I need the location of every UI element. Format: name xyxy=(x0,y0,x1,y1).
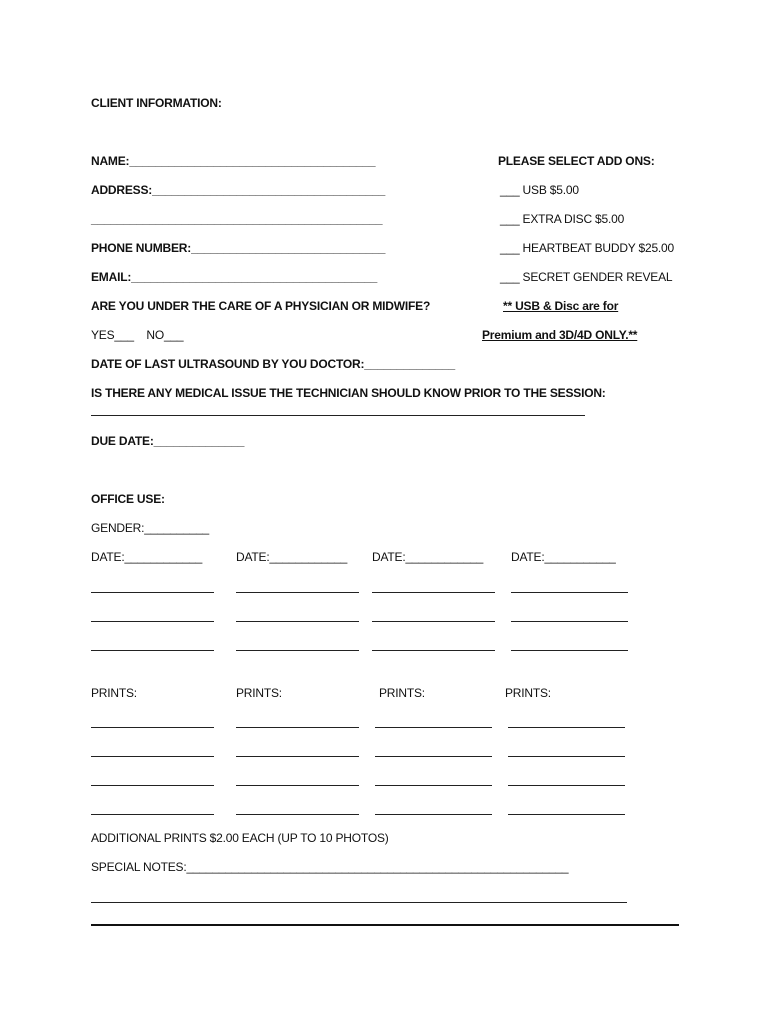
prints-column-2-line[interactable] xyxy=(236,785,359,786)
date-column-4-line[interactable] xyxy=(511,621,628,622)
address-field[interactable]: ADDRESS:____________________________________ xyxy=(91,183,386,197)
date-column-3-line[interactable] xyxy=(372,650,495,651)
date-column-3-line[interactable] xyxy=(372,621,495,622)
prints-label-3: PRINTS: xyxy=(379,686,425,700)
address-line-2[interactable]: _____________________________________________ xyxy=(91,212,383,226)
date-column-1-line[interactable] xyxy=(91,592,214,593)
medical-issue-answer-line[interactable] xyxy=(91,415,585,416)
date-field-1[interactable]: DATE:____________ xyxy=(91,550,203,564)
office-use-heading: OFFICE USE: xyxy=(91,492,165,506)
prints-column-2-line[interactable] xyxy=(236,814,359,815)
prints-column-1-line[interactable] xyxy=(91,814,214,815)
special-notes-line-2[interactable] xyxy=(91,902,627,903)
date-column-2-line[interactable] xyxy=(236,592,359,593)
prints-label-1: PRINTS: xyxy=(91,686,137,700)
date-column-2-line[interactable] xyxy=(236,650,359,651)
date-field-3[interactable]: DATE:____________ xyxy=(372,550,484,564)
addon-secret-gender-reveal[interactable]: ___ SECRET GENDER REVEAL xyxy=(500,270,673,284)
date-column-4-line[interactable] xyxy=(511,650,628,651)
email-field[interactable]: EMAIL:______________________________________ xyxy=(91,270,378,284)
prints-column-3-line[interactable] xyxy=(375,727,492,728)
additional-prints-note: ADDITIONAL PRINTS $2.00 EACH (UP TO 10 PHOTOS) xyxy=(91,831,389,845)
date-field-4[interactable]: DATE:___________ xyxy=(511,550,616,564)
date-column-1-line[interactable] xyxy=(91,621,214,622)
addon-usb[interactable]: ___ USB $5.00 xyxy=(500,183,579,197)
prints-column-2-line[interactable] xyxy=(236,756,359,757)
date-column-3-line[interactable] xyxy=(372,592,495,593)
prints-column-1-line[interactable] xyxy=(91,727,214,728)
gender-field[interactable]: GENDER:__________ xyxy=(91,521,210,535)
name-field[interactable]: NAME:______________________________________ xyxy=(91,154,376,168)
addon-extra-disc[interactable]: ___ EXTRA DISC $5.00 xyxy=(500,212,625,226)
addons-heading: PLEASE SELECT ADD ONS: xyxy=(498,154,655,168)
medical-issue-question: IS THERE ANY MEDICAL ISSUE THE TECHNICIAN SHOULD KNOW PRIOR TO THE SESSION: xyxy=(91,386,606,400)
special-notes-field[interactable]: SPECIAL NOTES:___________________________________________________________ xyxy=(91,860,569,874)
prints-column-3-line[interactable] xyxy=(375,814,492,815)
due-date-field[interactable]: DUE DATE:______________ xyxy=(91,434,245,448)
prints-label-4: PRINTS: xyxy=(505,686,551,700)
yes-no-choice[interactable]: YES___ NO___ xyxy=(91,328,184,342)
prints-column-1-line[interactable] xyxy=(91,785,214,786)
date-field-2[interactable]: DATE:____________ xyxy=(236,550,348,564)
last-ultrasound-date-field[interactable]: DATE OF LAST ULTRASOUND BY YOU DOCTOR:______________ xyxy=(91,357,455,371)
addons-note-line-2: Premium and 3D/4D ONLY.** xyxy=(482,328,638,342)
prints-column-3-line[interactable] xyxy=(375,756,492,757)
client-info-heading: CLIENT INFORMATION: xyxy=(91,96,222,110)
date-column-2-line[interactable] xyxy=(236,621,359,622)
prints-column-4-line[interactable] xyxy=(508,756,625,757)
prints-label-2: PRINTS: xyxy=(236,686,282,700)
bottom-divider xyxy=(91,924,679,926)
prints-column-2-line[interactable] xyxy=(236,727,359,728)
addons-note-line-1: ** USB & Disc are for xyxy=(503,299,619,313)
prints-column-4-line[interactable] xyxy=(508,785,625,786)
date-column-4-line[interactable] xyxy=(511,592,628,593)
phone-number-field[interactable]: PHONE NUMBER:______________________________ xyxy=(91,241,386,255)
date-column-1-line[interactable] xyxy=(91,650,214,651)
prints-column-4-line[interactable] xyxy=(508,814,625,815)
prints-column-4-line[interactable] xyxy=(508,727,625,728)
addon-heartbeat-buddy[interactable]: ___ HEARTBEAT BUDDY $25.00 xyxy=(500,241,675,255)
prints-column-1-line[interactable] xyxy=(91,756,214,757)
prints-column-3-line[interactable] xyxy=(375,785,492,786)
physician-question: ARE YOU UNDER THE CARE OF A PHYSICIAN OR MIDWIFE? xyxy=(91,299,431,313)
